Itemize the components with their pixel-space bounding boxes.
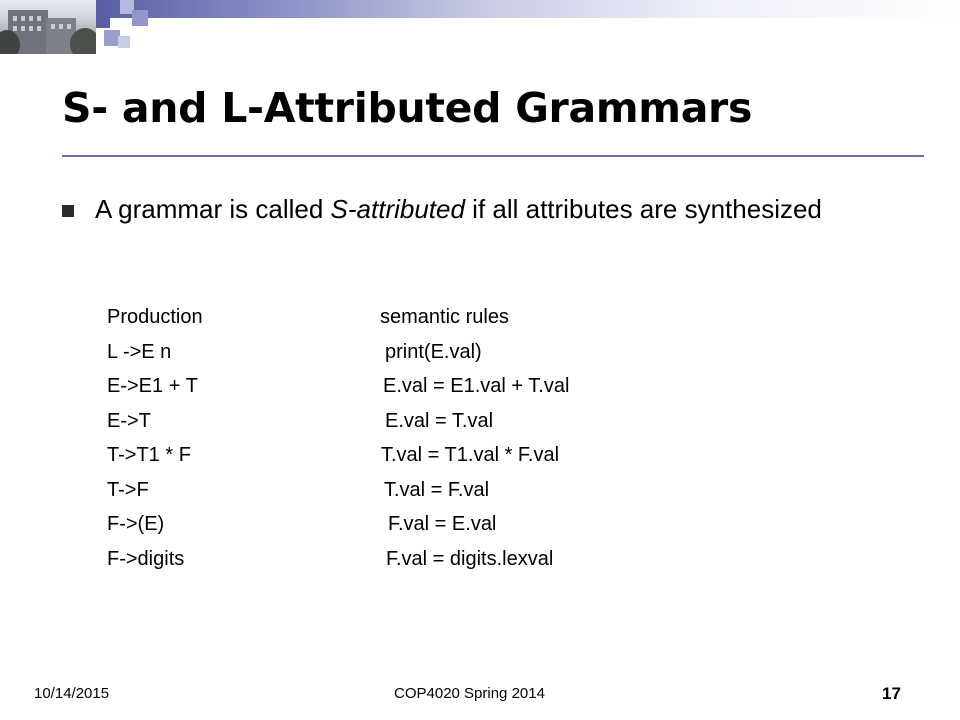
slide-title: S- and L-Attributed Grammars	[62, 84, 753, 132]
decor-square	[132, 10, 148, 26]
production-cell: E->T	[107, 409, 151, 432]
production-cell: F->digits	[107, 547, 185, 570]
rule-cell: F.val = E.val	[388, 513, 497, 535]
production-cell: T->T1 * F	[107, 444, 191, 466]
title-underline	[62, 155, 924, 157]
header-production: Production	[107, 306, 203, 328]
production-cell: L ->E n	[107, 340, 172, 363]
production-cell: F->(E)	[107, 513, 165, 535]
bullet-prefix: A grammar is called	[95, 194, 331, 224]
bullet-text	[95, 192, 895, 226]
rule-cell: F.val = digits.lexval	[386, 547, 554, 570]
rule-cell: E.val = T.val	[385, 409, 494, 432]
bullet-suffix: if all attributes are synthesized	[464, 194, 822, 224]
header-building-photo	[0, 0, 96, 54]
decor-square	[96, 14, 110, 28]
bullet-term: S-attributed	[330, 194, 465, 224]
footer-course: COP4020 Spring 2014	[394, 685, 545, 702]
header-gradient-bar	[96, 0, 960, 18]
bullet-square-icon	[62, 205, 74, 217]
decor-square	[118, 36, 130, 48]
rule-cell: print(E.val)	[385, 340, 482, 363]
rule-cell: T.val = T1.val * F.val	[381, 444, 560, 466]
footer-date: 10/14/2015	[34, 685, 110, 702]
slide-number: 17	[882, 684, 901, 703]
production-cell: E->E1 + T	[107, 375, 198, 397]
production-cell: T->F	[107, 478, 149, 501]
header-semantic-rules: semantic rules	[380, 306, 509, 328]
rule-cell: E.val = E1.val + T.val	[383, 375, 570, 397]
rule-cell: T.val = F.val	[384, 478, 490, 501]
